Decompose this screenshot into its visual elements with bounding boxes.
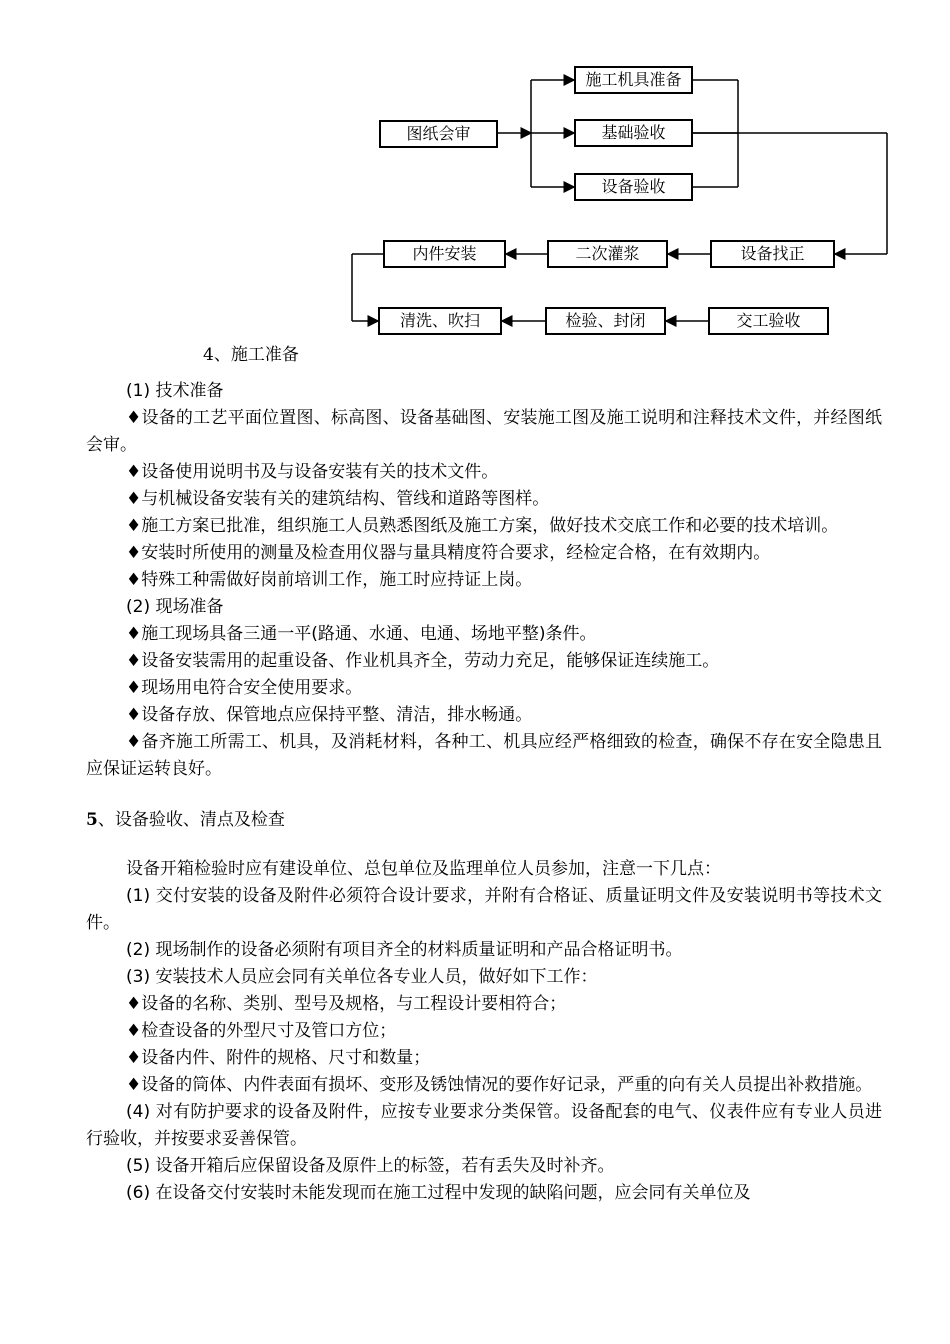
- tech-item-4: ♦施工方案已批准，组织施工人员熟悉图纸及施工方案，做好技术交底工作和必要的技术培训。: [126, 516, 839, 536]
- acceptance-item-3: (3) 安装技术人员应会同有关单位各专业人员，做好如下工作：: [126, 967, 598, 987]
- tech-item-2: ♦设备使用说明书及与设备安装有关的技术文件。: [126, 462, 499, 482]
- site-item-3: ♦现场用电符合安全使用要求。: [126, 678, 363, 698]
- node-secondary-grouting: 二次灌浆: [547, 240, 668, 268]
- section-5-heading: [86, 807, 882, 834]
- acceptance-item-7: ♦设备的筒体、内件表面有损坏、变形及锈蚀情况的要作好记录，严重的向有关人员提出补救措施。: [126, 1075, 873, 1095]
- site-item-1: ♦施工现场具备三通一平(路通、水通、电通、场地平整)条件。: [126, 624, 597, 644]
- tech-item-5: ♦安装时所使用的测量及检查用仪器与量具精度符合要求，经检定合格，在有效期内。: [126, 543, 771, 563]
- acceptance-item-1: (1) 交付安装的设备及附件必须符合设计要求，并附有合格证、质量证明文件及安装说明书等技术文件。: [86, 886, 882, 933]
- flowchart-connectors: [0, 0, 950, 345]
- acceptance-item-4: ♦设备的名称、类别、型号及规格，与工程设计要相符合；: [126, 994, 567, 1014]
- tech-item-6: ♦特殊工种需做好岗前培训工作，施工时应持证上岗。: [126, 570, 533, 590]
- acceptance-item-8: (4) 对有防护要求的设备及附件，应按专业要求分类保管。设备配套的电气、仪表件应有专业人员进行验收，并按要求妥善保管。: [86, 1102, 882, 1149]
- construction-flowchart: [0, 0, 950, 345]
- node-tools-prep: 施工机具准备: [574, 66, 693, 94]
- section-5-number: 5: [86, 810, 98, 830]
- acceptance-item-10: (6) 在设备交付安装时未能发现而在施工过程中发现的缺陷问题，应会同有关单位及: [126, 1183, 751, 1203]
- acceptance-item-6: ♦设备内件、附件的规格、尺寸和数量；: [126, 1048, 431, 1068]
- node-foundation-acceptance: 基础验收: [574, 119, 693, 147]
- site-item-5: ♦备齐施工所需工、机具，及消耗材料，各种工、机具应经严格细致的检查，确保不存在安全隐患且应保证运转良好。: [86, 732, 882, 779]
- node-equipment-acceptance: 设备验收: [574, 173, 693, 201]
- section-4-sub2: (2) 现场准备: [126, 597, 224, 617]
- section-5-title: 、设备验收、清点及检查: [97, 810, 285, 830]
- node-handover-acceptance: 交工验收: [708, 307, 829, 335]
- document-body: [86, 378, 882, 1207]
- node-internals-install: 内件安装: [383, 240, 506, 268]
- acceptance-item-2: (2) 现场制作的设备必须附有项目齐全的材料质量证明和产品合格证明书。: [126, 940, 683, 960]
- acceptance-item-9: (5) 设备开箱后应保留设备及原件上的标签，若有丢失及时补齐。: [126, 1156, 615, 1176]
- node-equipment-alignment: 设备找正: [710, 240, 835, 268]
- tech-item-3: ♦与机械设备安装有关的建筑结构、管线和道路等图样。: [126, 489, 550, 509]
- node-clean-purge: 清洗、吹扫: [378, 307, 502, 335]
- node-inspect-seal: 检验、封闭: [545, 307, 666, 335]
- section-4-sub1: (1) 技术准备: [126, 381, 224, 401]
- section-4-title: 4、施工准备: [203, 345, 299, 365]
- site-item-4: ♦设备存放、保管地点应保持平整、清洁，排水畅通。: [126, 705, 533, 725]
- node-drawing-review: 图纸会审: [379, 120, 498, 148]
- acceptance-item-5: ♦检查设备的外型尺寸及管口方位；: [126, 1021, 397, 1041]
- section-5-intro: 设备开箱检验时应有建设单位、总包单位及监理单位人员参加，注意一下几点：: [126, 859, 721, 879]
- site-item-2: ♦设备安装需用的起重设备、作业机具齐全，劳动力充足，能够保证连续施工。: [126, 651, 720, 671]
- tech-item-1: ♦设备的工艺平面位置图、标高图、设备基础图、安装施工图及施工说明和注释技术文件，并经图纸会审。: [86, 408, 882, 455]
